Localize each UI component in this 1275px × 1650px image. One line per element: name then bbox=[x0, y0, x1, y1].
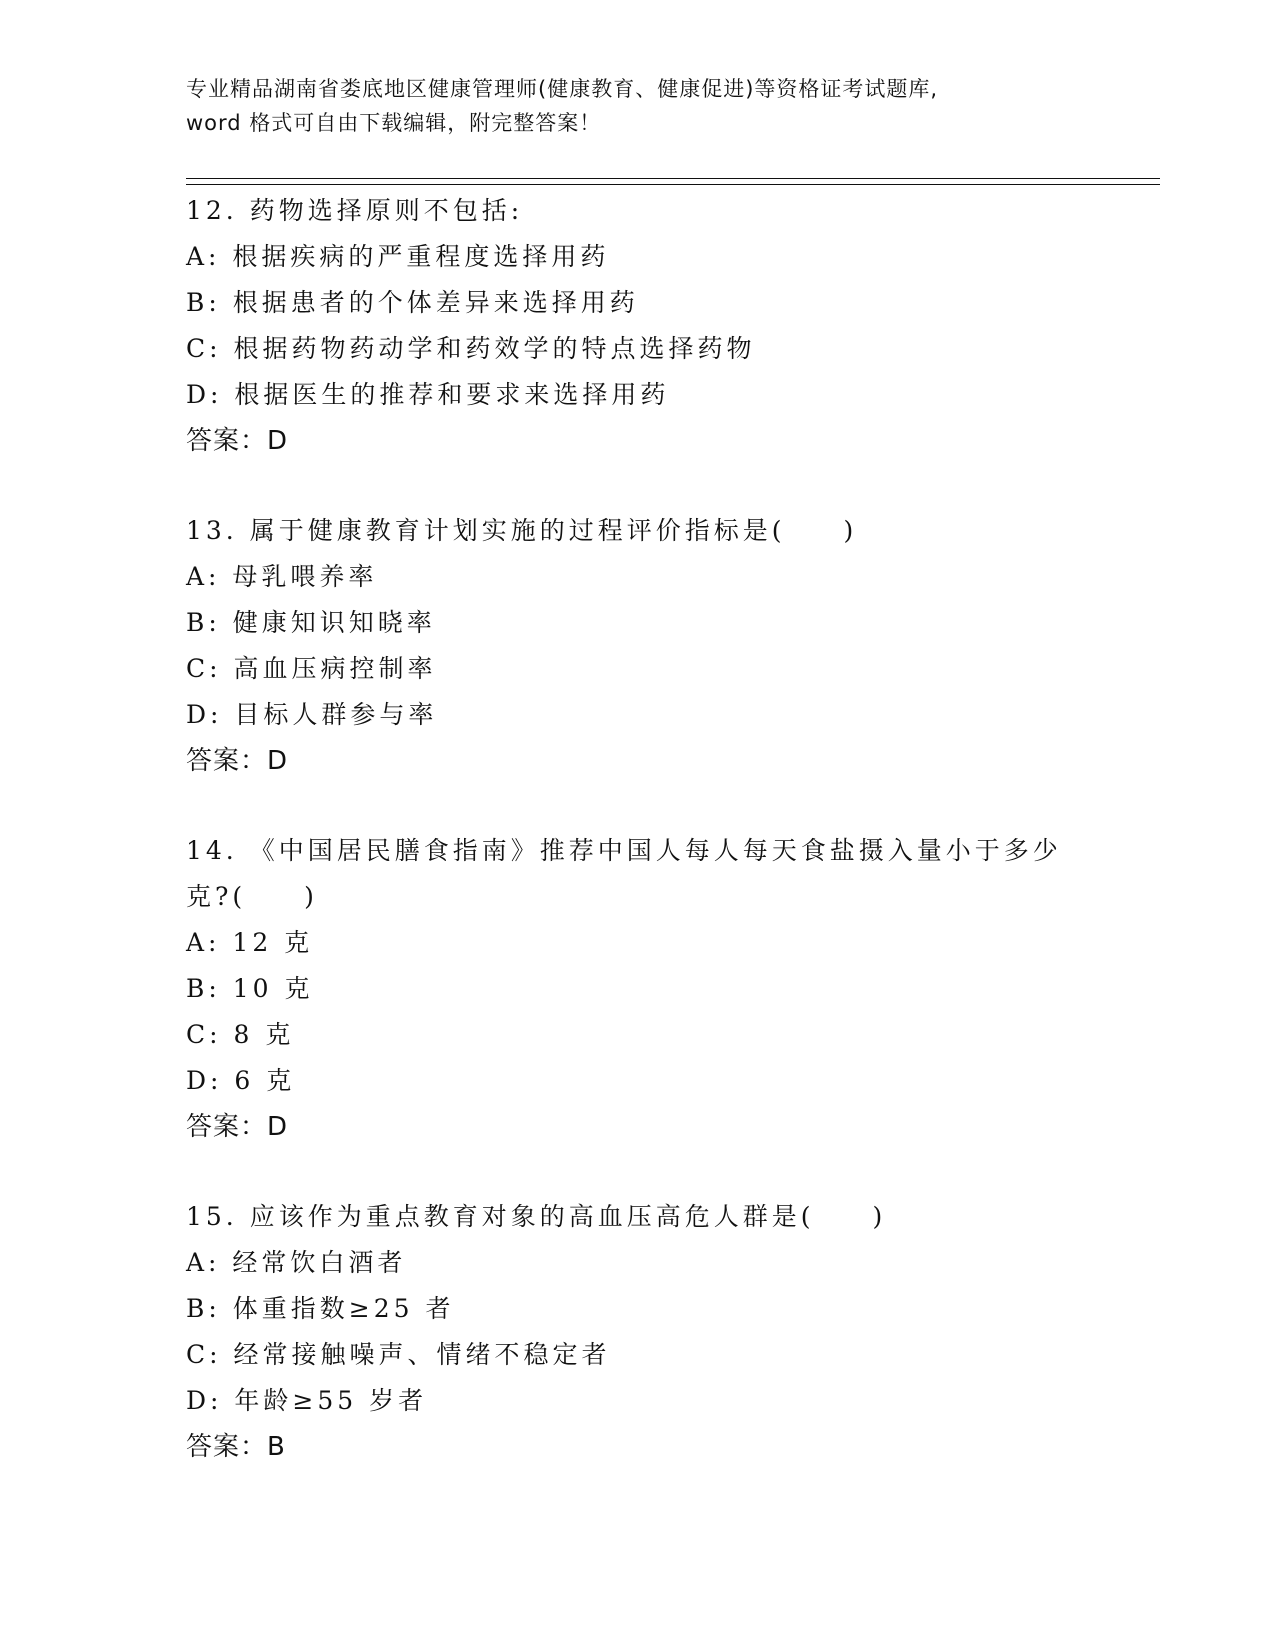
option-d: D: 年龄≥55 岁者 bbox=[186, 1386, 428, 1415]
option-b: B: 健康知识知晓率 bbox=[186, 608, 436, 637]
option-d: D: 目标人群参与率 bbox=[186, 700, 438, 729]
option-d: D: 6 克 bbox=[186, 1066, 296, 1095]
question-stem: 12. 药物选择原则不包括: bbox=[186, 196, 524, 225]
option-b: B: 体重指数≥25 者 bbox=[186, 1294, 455, 1323]
option-c: C: 高血压病控制率 bbox=[186, 654, 437, 683]
option-b: B: 10 克 bbox=[186, 974, 314, 1003]
answer-line: 答案：B bbox=[186, 1432, 286, 1462]
document-header bbox=[186, 72, 1086, 140]
question-stem: 13. 属于健康教育计划实施的过程评价指标是( ) bbox=[186, 516, 858, 545]
option-d: D: 根据医生的推荐和要求来选择用药 bbox=[186, 380, 670, 409]
answer-line: 答案：D bbox=[186, 746, 289, 776]
question-list bbox=[186, 188, 1086, 1514]
question-13 bbox=[186, 508, 1086, 784]
option-a: A: 母乳喂养率 bbox=[186, 562, 378, 591]
answer-line: 答案：D bbox=[186, 1112, 289, 1142]
header-line-1: 专业精品湖南省娄底地区健康管理师(健康教育、健康促进)等资格证考试题库, bbox=[186, 77, 939, 101]
option-a: A: 12 克 bbox=[186, 928, 314, 957]
option-a: A: 根据疾病的严重程度选择用药 bbox=[186, 242, 610, 271]
option-b: B: 根据患者的个体差异来选择用药 bbox=[186, 288, 639, 317]
option-c: C: 8 克 bbox=[186, 1020, 295, 1049]
question-15 bbox=[186, 1194, 1086, 1470]
question-12 bbox=[186, 188, 1086, 464]
question-14 bbox=[186, 828, 1086, 1150]
question-stem: 14. 《中国居民膳食指南》推荐中国人每人每天食盐摄入量小于多少克?( ) bbox=[186, 836, 1062, 911]
option-c: C: 经常接触噪声、情绪不稳定者 bbox=[186, 1340, 611, 1369]
answer-line: 答案：D bbox=[186, 426, 289, 456]
header-divider-bottom bbox=[186, 184, 1160, 185]
header-line-2: word 格式可自由下载编辑，附完整答案！ bbox=[186, 111, 602, 135]
header-divider-top bbox=[186, 178, 1160, 179]
question-stem: 15. 应该作为重点教育对象的高血压高危人群是( ) bbox=[186, 1202, 887, 1231]
option-a: A: 经常饮白酒者 bbox=[186, 1248, 407, 1277]
option-c: C: 根据药物药动学和药效学的特点选择药物 bbox=[186, 334, 756, 363]
